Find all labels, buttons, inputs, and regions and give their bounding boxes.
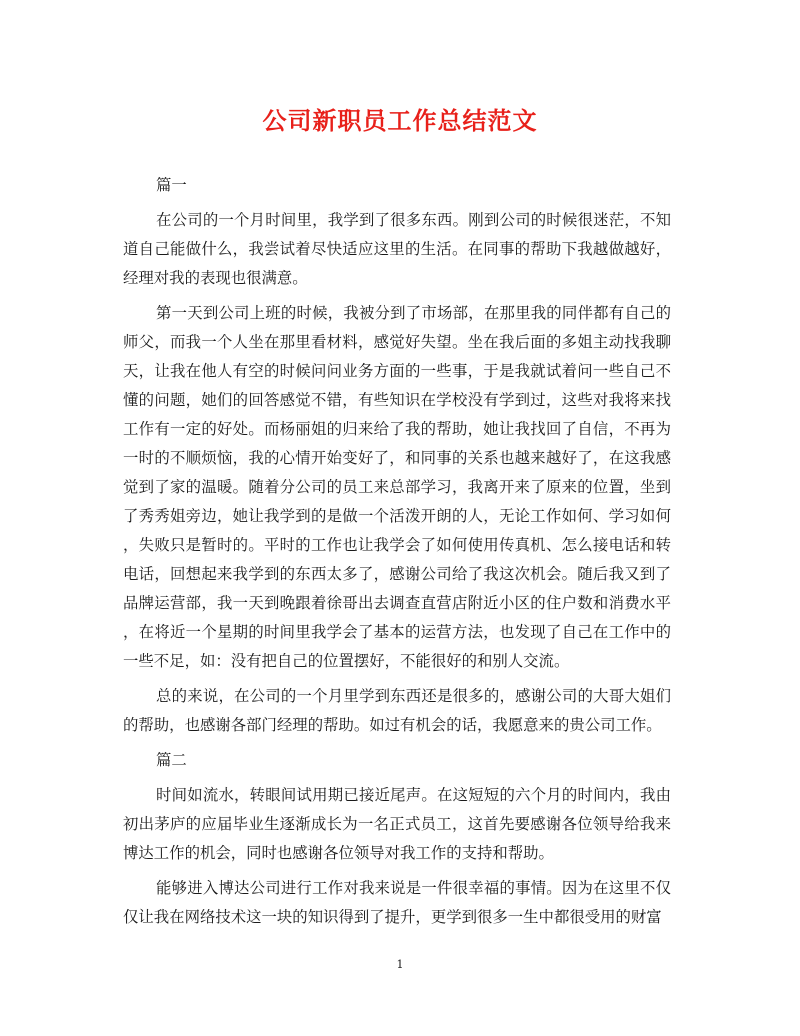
paragraph: 在公司的一个月时间里，我学到了很多东西。刚到公司的时候很迷茫，不知道自己能做什么，我尝试着尽快适应这里的生活。在同事的帮助下我越做越好，经理对我的表现也很满意。 bbox=[123, 211, 671, 287]
document-title: 公司新职员工作总结范文 bbox=[262, 106, 538, 135]
section-heading-2: 篇二 bbox=[156, 751, 187, 769]
paragraph: 第一天到公司上班的时候，我被分到了市场部，在那里我的同伴都有自己的师父，而我一个人坐在那里看材料，感觉好失望。坐在我后面的多姐主动找我聊天，让我在他人有空的时候问问业务方面的一些事，于是我就试着问一些自己不懂的问题，她们的回答感觉不错，有些知识在学校没有学到过，这些对我将来找工作有一定的好处。而杨丽姐的归来给了我的帮助，她让我找回了自信，不再为一时的不顺烦恼，我的心情开始变好了，和同事的关系也越来越好了，在这我感觉到了家的温暖。随着分公司的员工来总部学习，我离开来了原来的位置，坐到了秀秀姐旁边，她让我学到的是做一个活泼开朗的人，无论工作如何、学习如何，失败只是暂时的。平时的工作也让我学会了如何使用传真机、怎么接电话和转电话，回想起来我学到的东西太多了，感谢公司给了我这次机会。随后我又到了品牌运营部，我一天到晚跟着徐哥出去调查直营店附近小区的住户数和消费水平，在将近一个星期的时间里我学会了基本的运营方法，也发现了自己在工作中的一些不足，如：没有把自己的位置摆好，不能很好的和别人交流。 bbox=[123, 304, 671, 670]
paragraph: 时间如流水，转眼间试用期已接近尾声。在这短短的六个月的时间内，我由初出茅庐的应届毕业生逐渐成长为一名正式员工，这首先要感谢各位领导给我来博达工作的机会，同时也感谢各位领导对我工作的支持和帮助。 bbox=[123, 786, 671, 862]
paragraph: 能够进入博达公司进行工作对我来说是一件很幸福的事情。因为在这里不仅仅让我在网络技术这一块的知识得到了提升，更学到很多一生中都很受用的财富 bbox=[123, 879, 671, 926]
paragraph: 总的来说，在公司的一个月里学到东西还是很多的，感谢公司的大哥大姐们的帮助，也感谢各部门经理的帮助。如过有机会的话，我愿意来的贵公司工作。 bbox=[123, 687, 671, 734]
document-body bbox=[123, 171, 671, 938]
page-number: 1 bbox=[396, 958, 404, 971]
section-heading-1: 篇一 bbox=[156, 176, 187, 194]
